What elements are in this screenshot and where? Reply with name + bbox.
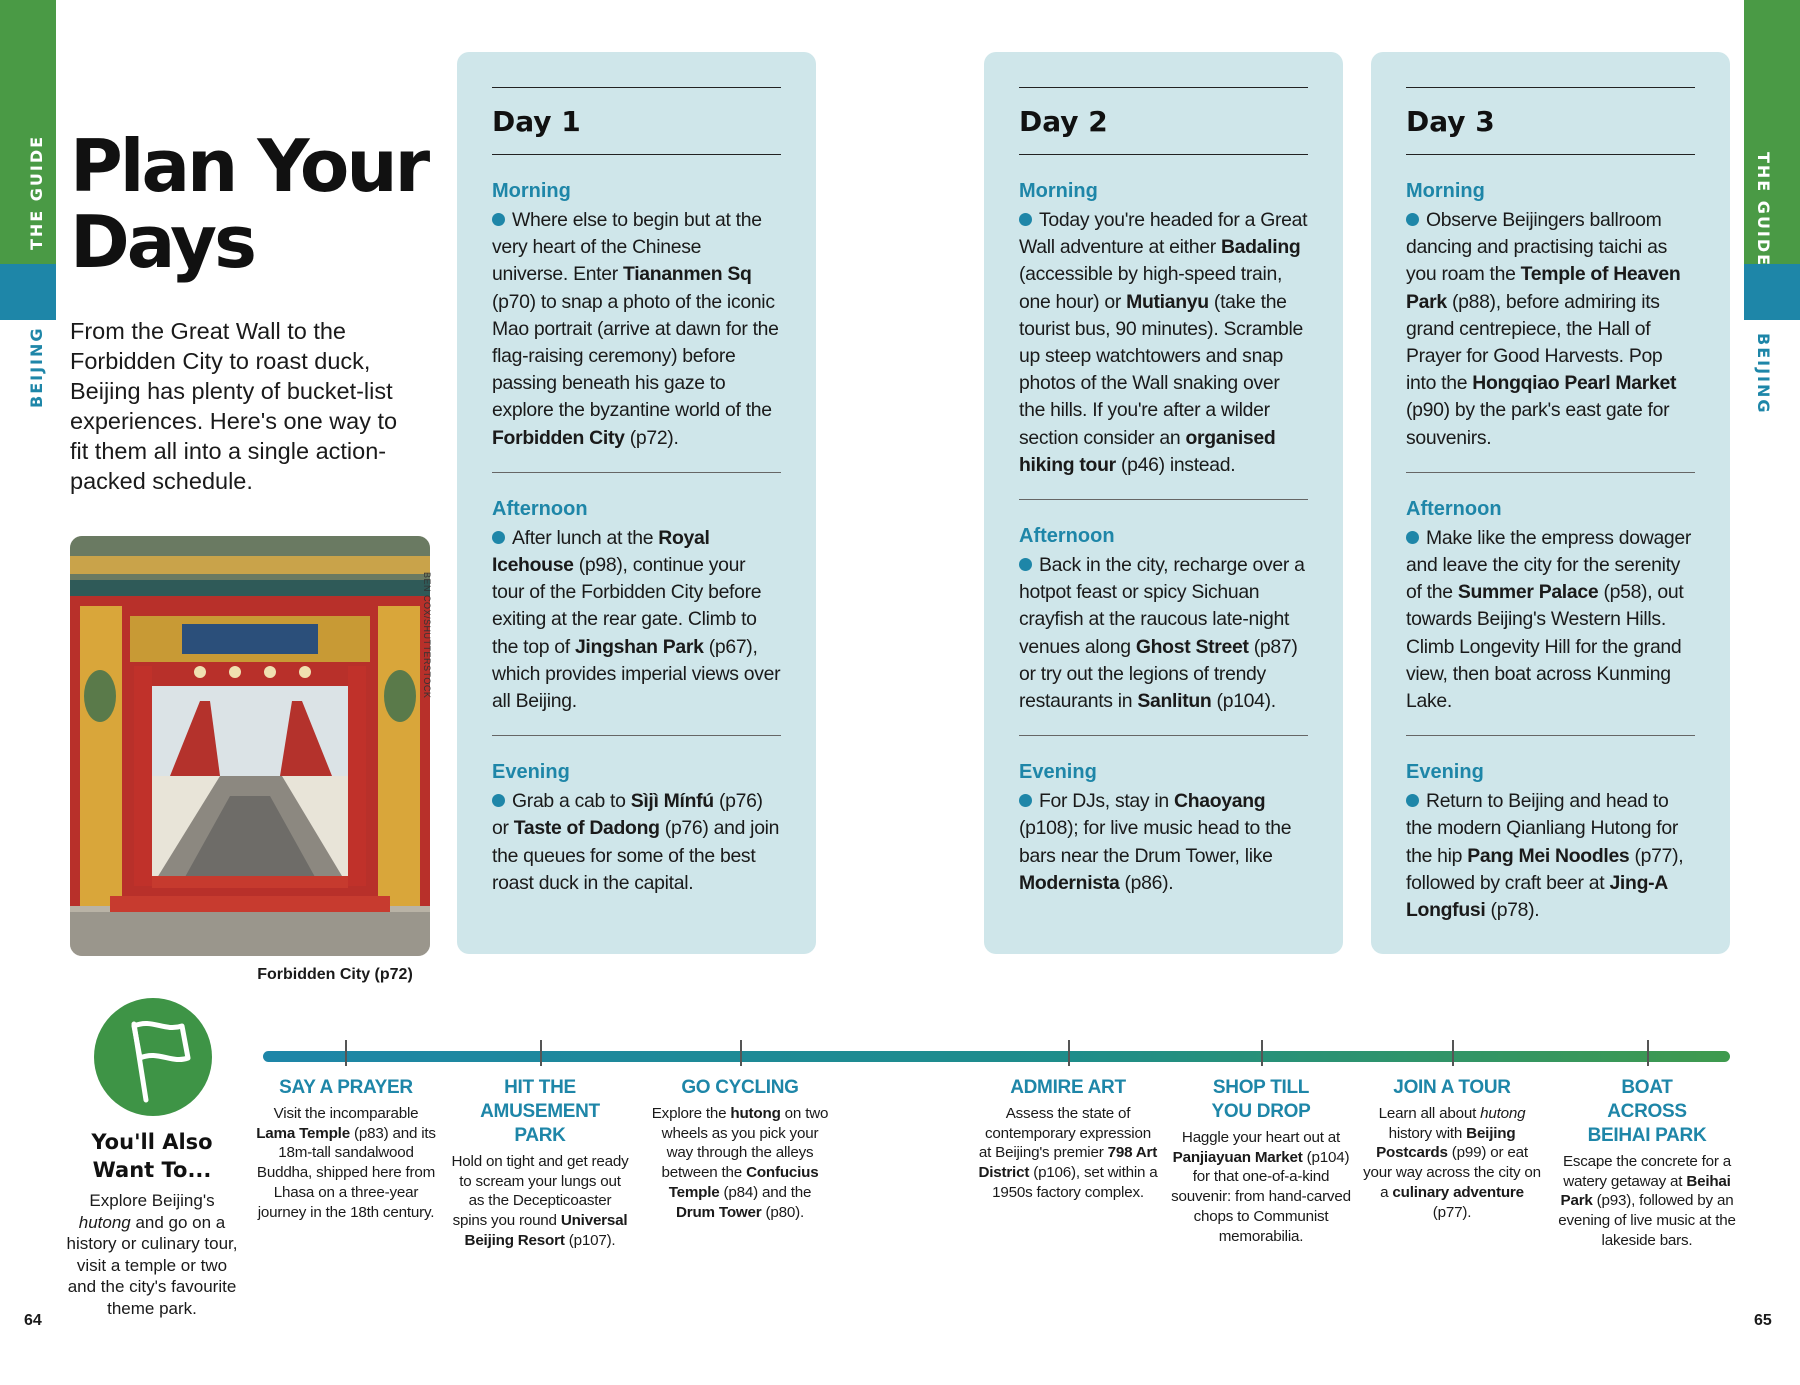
bullet-icon bbox=[1406, 213, 1419, 226]
bold-run: Badaling bbox=[1220, 236, 1301, 259]
also-title: You'll Also Want To... bbox=[91, 1130, 213, 1182]
bold-run: Universal Beijing Resort bbox=[464, 1212, 628, 1249]
bullet-icon bbox=[1019, 213, 1032, 226]
bold-run: culinary adventure bbox=[1392, 1183, 1524, 1201]
timeline-item bbox=[1557, 1076, 1737, 1251]
period-label: Morning bbox=[1019, 180, 1098, 202]
bold-run: Forbidden City bbox=[492, 426, 625, 449]
forbidden-city-photo bbox=[70, 536, 430, 956]
divider bbox=[492, 735, 781, 736]
period-afternoon bbox=[1019, 522, 1308, 715]
period-label: Evening bbox=[1406, 761, 1484, 784]
period-morning bbox=[1406, 177, 1695, 452]
timeline-item bbox=[650, 1076, 830, 1222]
bullet-icon bbox=[492, 794, 505, 807]
timeline-text: Visit the incomparable Lama Temple (p83) and its 18m-tall sandalwood Buddha, shipped here from Lhasa on a three-year journey in the 18th century. bbox=[256, 1105, 436, 1221]
bold-run: Beihai Park bbox=[1560, 1172, 1731, 1210]
timeline-bar bbox=[263, 1051, 1730, 1062]
intro-text: From the Great Wall to the Forbidden City to roast duck, Beijing has plenty of bucket-list experiences. Here's one way to fit them all into a single action-packed schedule. bbox=[70, 318, 398, 494]
bold-run: Chaoyang bbox=[1173, 790, 1266, 813]
period-morning bbox=[492, 177, 781, 452]
day-card-2 bbox=[984, 52, 1343, 954]
divider bbox=[1019, 499, 1308, 500]
left-section-label: THE GUIDE bbox=[27, 134, 46, 250]
period-label: Afternoon bbox=[492, 497, 588, 520]
period-evening bbox=[492, 758, 781, 897]
divider bbox=[492, 472, 781, 473]
timeline-item bbox=[1171, 1076, 1351, 1246]
page-number-right: 65 bbox=[1754, 1312, 1772, 1329]
bold-run: Beijing Postcards bbox=[1376, 1124, 1516, 1162]
italic-run: hutong bbox=[1480, 1105, 1526, 1122]
bold-run: Sanlitun bbox=[1137, 690, 1212, 713]
period-morning bbox=[1019, 177, 1308, 479]
photo-caption: Forbidden City (p72) bbox=[257, 966, 413, 983]
period-label: Evening bbox=[1019, 761, 1097, 784]
period-text: Observe Beijingers ballroom dancing and practising taichi as you roam the Temple of Heaven Park (p88), before admiring its grand centrepiece, the Hall of Prayer for Good Harvests. Pop into the Hongqiao Pearl Market (p90) by the park's east gate for souvenirs. bbox=[1406, 209, 1681, 449]
timeline-title: SAY A PRAYER bbox=[279, 1077, 413, 1098]
bullet-icon bbox=[1406, 794, 1419, 807]
city-tab-marker bbox=[1744, 264, 1800, 320]
bold-run: Confucius Temple bbox=[668, 1164, 819, 1201]
city-tab-marker bbox=[0, 264, 56, 320]
day-card-1 bbox=[457, 52, 816, 954]
right-city-label: BEIJING bbox=[1754, 333, 1773, 415]
timeline-tick bbox=[740, 1040, 742, 1066]
timeline-text: Haggle your heart out at Panjiayuan Market (p104) for that one-of-a-kind souvenir: from hand-carved chops to Communist memorabilia. bbox=[1171, 1129, 1351, 1245]
period-label: Morning bbox=[1406, 180, 1485, 202]
also-text: Explore Beijing's hutong and go on a history or culinary tour, visit a temple or two and the city's favourite theme park. bbox=[66, 1191, 238, 1318]
bold-run: Jing-A Longfusi bbox=[1406, 871, 1668, 922]
bold-run: Tiananmen Sq bbox=[623, 263, 752, 286]
timeline-text: Explore the hutong on two wheels as you pick your way through the alleys between the Confucius Temple (p84) and the Drum Tower (p80). bbox=[651, 1105, 829, 1221]
timeline-item bbox=[450, 1076, 630, 1251]
bold-run: 798 Art District bbox=[978, 1144, 1158, 1182]
bold-run: Taste of Dadong bbox=[513, 817, 660, 840]
page-number-left: 64 bbox=[24, 1312, 42, 1329]
bold-run: Modernista bbox=[1019, 871, 1120, 894]
divider bbox=[1406, 735, 1695, 736]
period-afternoon bbox=[1406, 495, 1695, 715]
timeline-text: Escape the concrete for a watery getaway at Beihai Park (p93), followed by an evening of live music at the lakeside bars. bbox=[1558, 1153, 1736, 1249]
bullet-icon bbox=[1406, 531, 1419, 544]
period-evening bbox=[1019, 758, 1308, 897]
divider bbox=[1406, 472, 1695, 473]
timeline-tick bbox=[1261, 1040, 1263, 1066]
timeline-title: BOAT ACROSS BEIHAI PARK bbox=[1587, 1077, 1707, 1146]
bold-run: Mutianyu bbox=[1126, 290, 1209, 313]
period-label: Evening bbox=[492, 761, 570, 784]
photo-credit: BEN COX/SHUTTERSTOCK bbox=[422, 572, 432, 699]
period-label: Afternoon bbox=[1019, 525, 1115, 548]
day-title: Day 3 bbox=[1406, 87, 1695, 155]
bold-run: Drum Tower bbox=[676, 1203, 762, 1221]
timeline-item bbox=[978, 1076, 1158, 1203]
period-text: Grab a cab to Sìjì Mínfú (p76) or Taste of Dadong (p76) and join the queues for some of the best roast duck in the capital. bbox=[492, 790, 780, 894]
timeline-title: ADMIRE ART bbox=[1010, 1077, 1126, 1098]
timeline-text: Assess the state of contemporary expression at Beijing's premier 798 Art District (p106), set within a 1950s factory complex. bbox=[978, 1105, 1158, 1201]
period-afternoon bbox=[492, 495, 781, 715]
timeline-item bbox=[256, 1076, 436, 1222]
gate-illustration bbox=[70, 536, 430, 956]
right-section-label: THE GUIDE bbox=[1754, 152, 1773, 268]
bold-run: Hongqiao Pearl Market bbox=[1472, 372, 1677, 395]
period-text: Return to Beijing and head to the modern Qianliang Hutong for the hip Pang Mei Noodles (p77), followed by craft beer at Jing-A Longfusi (p78). bbox=[1406, 790, 1684, 922]
bold-run: Temple of Heaven Park bbox=[1406, 263, 1681, 313]
period-evening bbox=[1406, 758, 1695, 924]
divider bbox=[1019, 735, 1308, 736]
period-text: Today you're headed for a Great Wall adventure at either Badaling (accessible by high-speed train, one hour) or Mutianyu (take the tourist bus, 90 minutes). Scramble up steep watchtowers and snap photos of the Wall snaking over the hills. If you're after a wilder section consider an organised hiking tour (p46) instead. bbox=[1019, 209, 1308, 476]
timeline-title: GO CYCLING bbox=[681, 1077, 799, 1098]
bold-run: Sìjì Mínfú bbox=[630, 790, 714, 813]
period-text: Where else to begin but at the very heart of the Chinese universe. Enter Tiananmen Sq (p70) to snap a photo of the iconic Mao portrait (arrive at dawn for the flag-raising ceremony) before passing beneath his gaze to explore the byzantine world of the Forbidden City (p72). bbox=[492, 209, 779, 449]
left-city-label: BEIJING bbox=[27, 326, 46, 408]
bold-run: Panjiayuan Market bbox=[1172, 1148, 1303, 1166]
period-text: Make like the empress dowager and leave the city for the serenity of the Summer Palace (p58), out towards Beijing's Western Hills. Climb Longevity Hill for the grand view, then boat across Kunming Lake. bbox=[1406, 526, 1692, 713]
bold-run: Summer Palace bbox=[1457, 581, 1599, 604]
period-text: After lunch at the Royal Icehouse (p98), continue your tour of the Forbidden City before exiting at the rear gate. Climb to the top of Jingshan Park (p67), which provides imperial views over all Beijing. bbox=[492, 526, 781, 713]
bold-run: Ghost Street bbox=[1135, 635, 1249, 658]
timeline-text: Hold on tight and get ready to scream your lungs out as the Decepticoaster spins you round Universal Beijing Resort (p107). bbox=[451, 1153, 629, 1249]
timeline-title: HIT THE AMUSEMENT PARK bbox=[480, 1077, 600, 1146]
timeline-title: SHOP TILL YOU DROP bbox=[1211, 1077, 1311, 1122]
bold-run: Lama Temple bbox=[256, 1124, 350, 1142]
timeline-item bbox=[1362, 1076, 1542, 1222]
page-title: Plan Your Days bbox=[70, 124, 428, 284]
timeline-title: JOIN A TOUR bbox=[1393, 1077, 1511, 1098]
period-text: For DJs, stay in Chaoyang (p108); for live music head to the bars near the Drum Tower, like Modernista (p86). bbox=[1019, 790, 1292, 894]
timeline-tick bbox=[1452, 1040, 1454, 1066]
period-text: Back in the city, recharge over a hotpot feast or spicy Sichuan crayfish at the raucous late-night venues along Ghost Street (p87) or try out the legions of trendy restaurants in Sanlitun (p104). bbox=[1019, 554, 1305, 713]
bullet-icon bbox=[1019, 558, 1032, 571]
timeline-tick bbox=[1647, 1040, 1649, 1066]
italic-run: hutong bbox=[78, 1212, 131, 1232]
timeline-tick bbox=[345, 1040, 347, 1066]
day-card-3 bbox=[1371, 52, 1730, 954]
bullet-icon bbox=[1019, 794, 1032, 807]
bold-run: Jingshan Park bbox=[574, 635, 704, 658]
flag-icon bbox=[94, 998, 212, 1116]
timeline-text: Learn all about hutong history with Beijing Postcards (p99) or eat your way across the city on a culinary adventure (p77). bbox=[1363, 1105, 1541, 1221]
day-title: Day 2 bbox=[1019, 87, 1308, 155]
bullet-icon bbox=[492, 531, 505, 544]
bold-run: Pang Mei Noodles bbox=[1467, 844, 1630, 867]
bold-run: organised hiking tour bbox=[1019, 426, 1276, 476]
timeline-tick bbox=[1068, 1040, 1070, 1066]
bold-run: Royal Icehouse bbox=[492, 526, 710, 577]
timeline-tick bbox=[540, 1040, 542, 1066]
period-label: Morning bbox=[492, 180, 571, 202]
day-title: Day 1 bbox=[492, 87, 781, 155]
period-label: Afternoon bbox=[1406, 497, 1502, 520]
bullet-icon bbox=[492, 213, 505, 226]
bold-run: hutong bbox=[730, 1105, 781, 1122]
